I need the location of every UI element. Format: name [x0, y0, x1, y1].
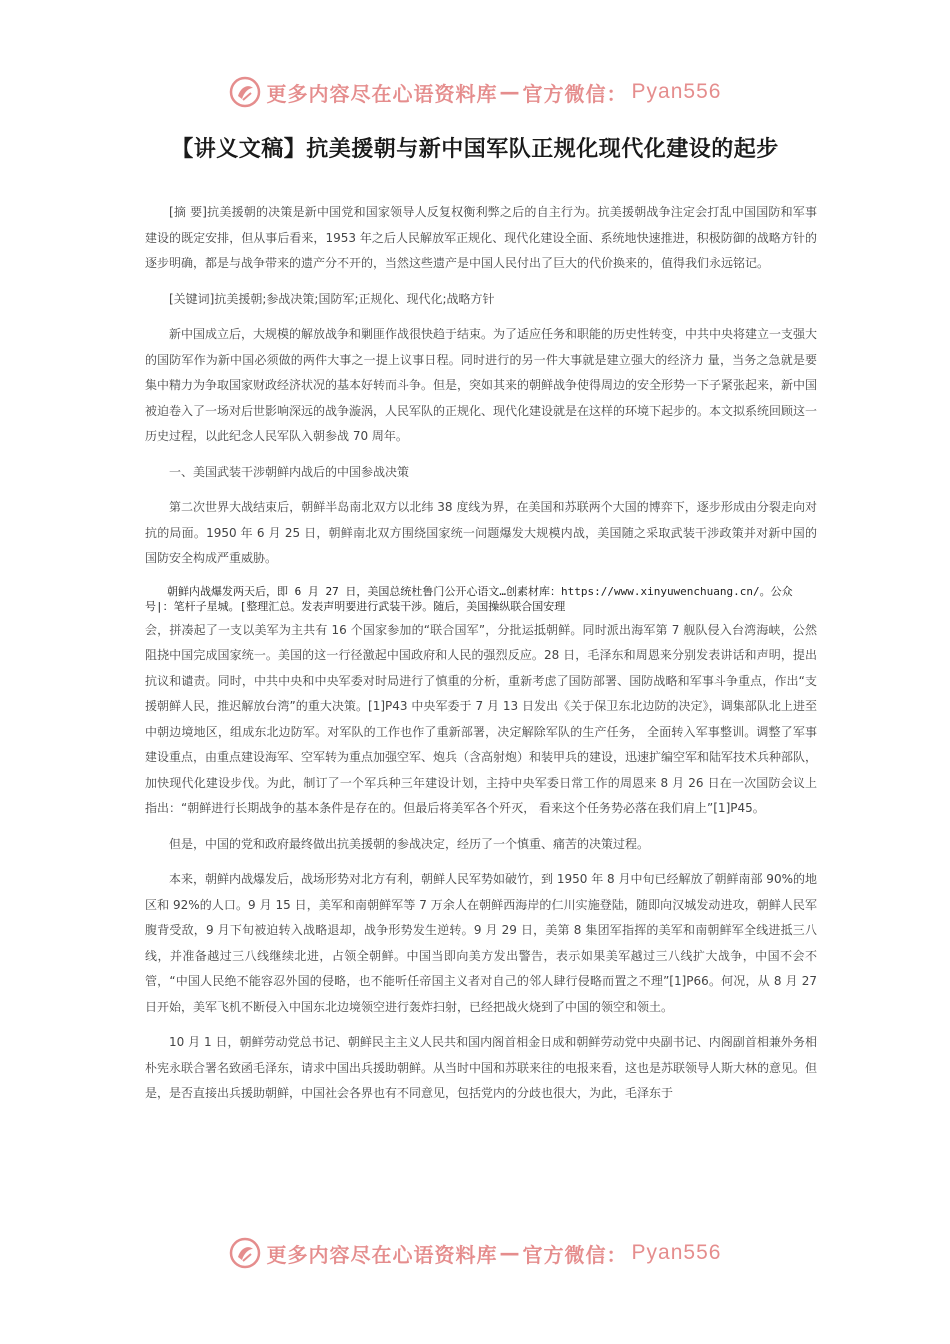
inserted-source-paragraph: 朝鲜内战爆发两天后，即 6 月 27 日，美国总统杜鲁门公开心语文…创素材库：https://www.xinyuwenchuang.cn/。公众号|：笔杆子星城。[整理汇总。发表声明要进行武装干涉。随后，美国操纵联合国安理: [145, 584, 793, 613]
banner-wechat-label: 官方微信：: [522, 81, 628, 106]
brand-logo-icon: [229, 76, 261, 108]
banner-brand-text: 更多内容尽在心语资料库: [266, 81, 498, 106]
banner-wechat-label: 官方微信：: [522, 1242, 628, 1267]
banner-brand-text: 更多内容尽在心语资料库: [266, 1242, 498, 1267]
keywords-paragraph: [关键词]抗美援朝;参战决策;国防军;正规化、现代化;战略方针: [169, 291, 495, 306]
body-paragraph: 第二次世界大战结束后，朝鲜半岛南北双方以北纬 38 度线为界，在美国和苏联两个大国的博弈下，逐步形成由分裂走向对抗的局面。1950 年 6 月 25 日，朝鲜南北双方围绕国家统一问题爆发大规模内战，美国随之采取武装干涉政策并对新中国的国防安全构成严重威胁。: [145, 500, 817, 565]
brand-logo-icon: [229, 1237, 261, 1269]
footer-watermark-banner: [0, 1233, 950, 1273]
section-heading: 一、美国武装干涉朝鲜内战后的中国参战决策: [169, 464, 410, 479]
banner-wechat-id: Pyan556: [631, 1241, 722, 1264]
body-paragraph: 本来，朝鲜内战爆发后，战场形势对北方有利，朝鲜人民军势如破竹，到 1950 年 8 月中旬已经解放了朝鲜南部 90%的地区和 92%的人口。9 月 15 日，美军和南朝鲜军等 7 万余人在朝鲜西海岸的仁川实施登陆，随即向汉城发动进攻，朝鲜人民军腹背受敌，9 月下旬被迫转入战略退却，战争形势发生逆转。9 月 29 日，美第 8 集团军指挥的美军和南朝鲜军全线进抵三八线，并准备越过三八线继续北进，占领全朝鲜。中国当即向美方发出警告，表示如果美军越过三八线扩大战争，中国不会不管，“中国人民绝不能容忍外国的侵略，也不能听任帝国主义者对自己的邻人肆行侵略而置之不理”[1]P66。何况，从 8 月 27 日开始，美军飞机不断侵入中国东北边境领空进行轰炸扫射，已经把战火烧到了中国的领空和领土。: [145, 872, 817, 1014]
body-paragraph: 10 月 1 日，朝鲜劳动党总书记、朝鲜民主主义人民共和国内阁首相金日成和朝鲜劳动党中央副书记、内阁副首相兼外务相朴宪永联合署名致函毛泽东，请求中国出兵援助朝鲜。从当时中国和苏联来往的电报来看，这也是苏联领导人斯大林的意见。但是，是否直接出兵援助朝鲜，中国社会各界也有不同意见，包括党内的分歧也很大，为此，毛泽东于: [145, 1035, 818, 1100]
document-title: 【讲义文稿】抗美援朝与新中国军队正规化现代化建设的起步: [171, 137, 779, 162]
intro-paragraph: 新中国成立后，大规模的解放战争和剿匪作战很快趋于结束。为了适应任务和职能的历史性转变，中共中央将建立一支强大的国防军作为新中国必须做的两件大事之一提上议事日程。同时进行的另一件大事就是建立强大的经济力 量，当务之急就是要集中精力为争取国家财政经济状况的基本好转而斗争。但是，突如其来的朝鲜战争使得周边的安全形势一下子紧张起来，新中国被迫卷入了一场对后世影响深远的战争漩涡，人民军队的正规化、现代化建设就是在这样的环境下起步的。本文拟系统回顾这一历史过程，以此纪念人民军队入朝参战 70 周年。: [145, 327, 818, 443]
abstract-paragraph: [摘 要]抗美援朝的决策是新中国党和国家领导人反复权衡利弊之后的自主行为。抗美援朝战争注定会打乱中国国防和军事建设的既定安排，但从事后看来，1953 年之后人民解放军正规化、现代化建设全面、系统地快速推进，积极防御的战略方针的逐步明确，都是与战争带来的遗产分不开的，当然这些遗产是中国人民付出了巨大的代价换来的，值得我们永远铭记。: [145, 205, 817, 270]
body-paragraph: 但是，中国的党和政府最终做出抗美援朝的参战决定，经历了一个慎重、痛苦的决策过程。: [169, 836, 650, 851]
banner-dash: —: [499, 1241, 521, 1265]
document-body: [145, 200, 817, 1107]
body-paragraph: 会，拼凑起了一支以美军为主共有 16 个国家参加的“联合国军”，分批运抵朝鲜。同时派出海军第 7 舰队侵入台湾海峡，公然阻挠中国完成国家统一。美国的这一行径激起中国政府和人民的强烈反应。28 日，毛泽东和周恩来分别发表讲话和声明，提出抗议和谴责。同时，中共中央和中央军委对时局进行了慎重的分析，重新考虑了国防部署、国防战略和军事斗争重点，作出“支援朝鲜人民，推迟解放台湾”的重大决策。[1]P43 中央军委于 7 月 13 日发出《关于保卫东北边防的决定》，调集部队北上进至中朝边境地区，组成东北边防军。对军队的工作也作了重新部署，决定解除军队的生产任务， 全面转入军事整训。调整了军事建设重点，由重点建设海军、空军转为重点加强空军、炮兵（含高射炮）和装甲兵的建设，迅速扩编空军和陆军技术兵种部队，加快现代化建设步伐。为此，制订了一个军兵种三年建设计划，主持中央军委日常工作的周恩来 8 月 26 日在一次国防会议上指出：“朝鲜进行长期战争的基本条件是存在的。但最后将美军各个歼灭， 看来这个任务势必落在我们肩上”[1]P45。: [145, 622, 818, 815]
banner-wechat-id: Pyan556: [631, 80, 722, 103]
banner-dash: —: [499, 80, 521, 104]
header-watermark-banner: [0, 72, 950, 112]
